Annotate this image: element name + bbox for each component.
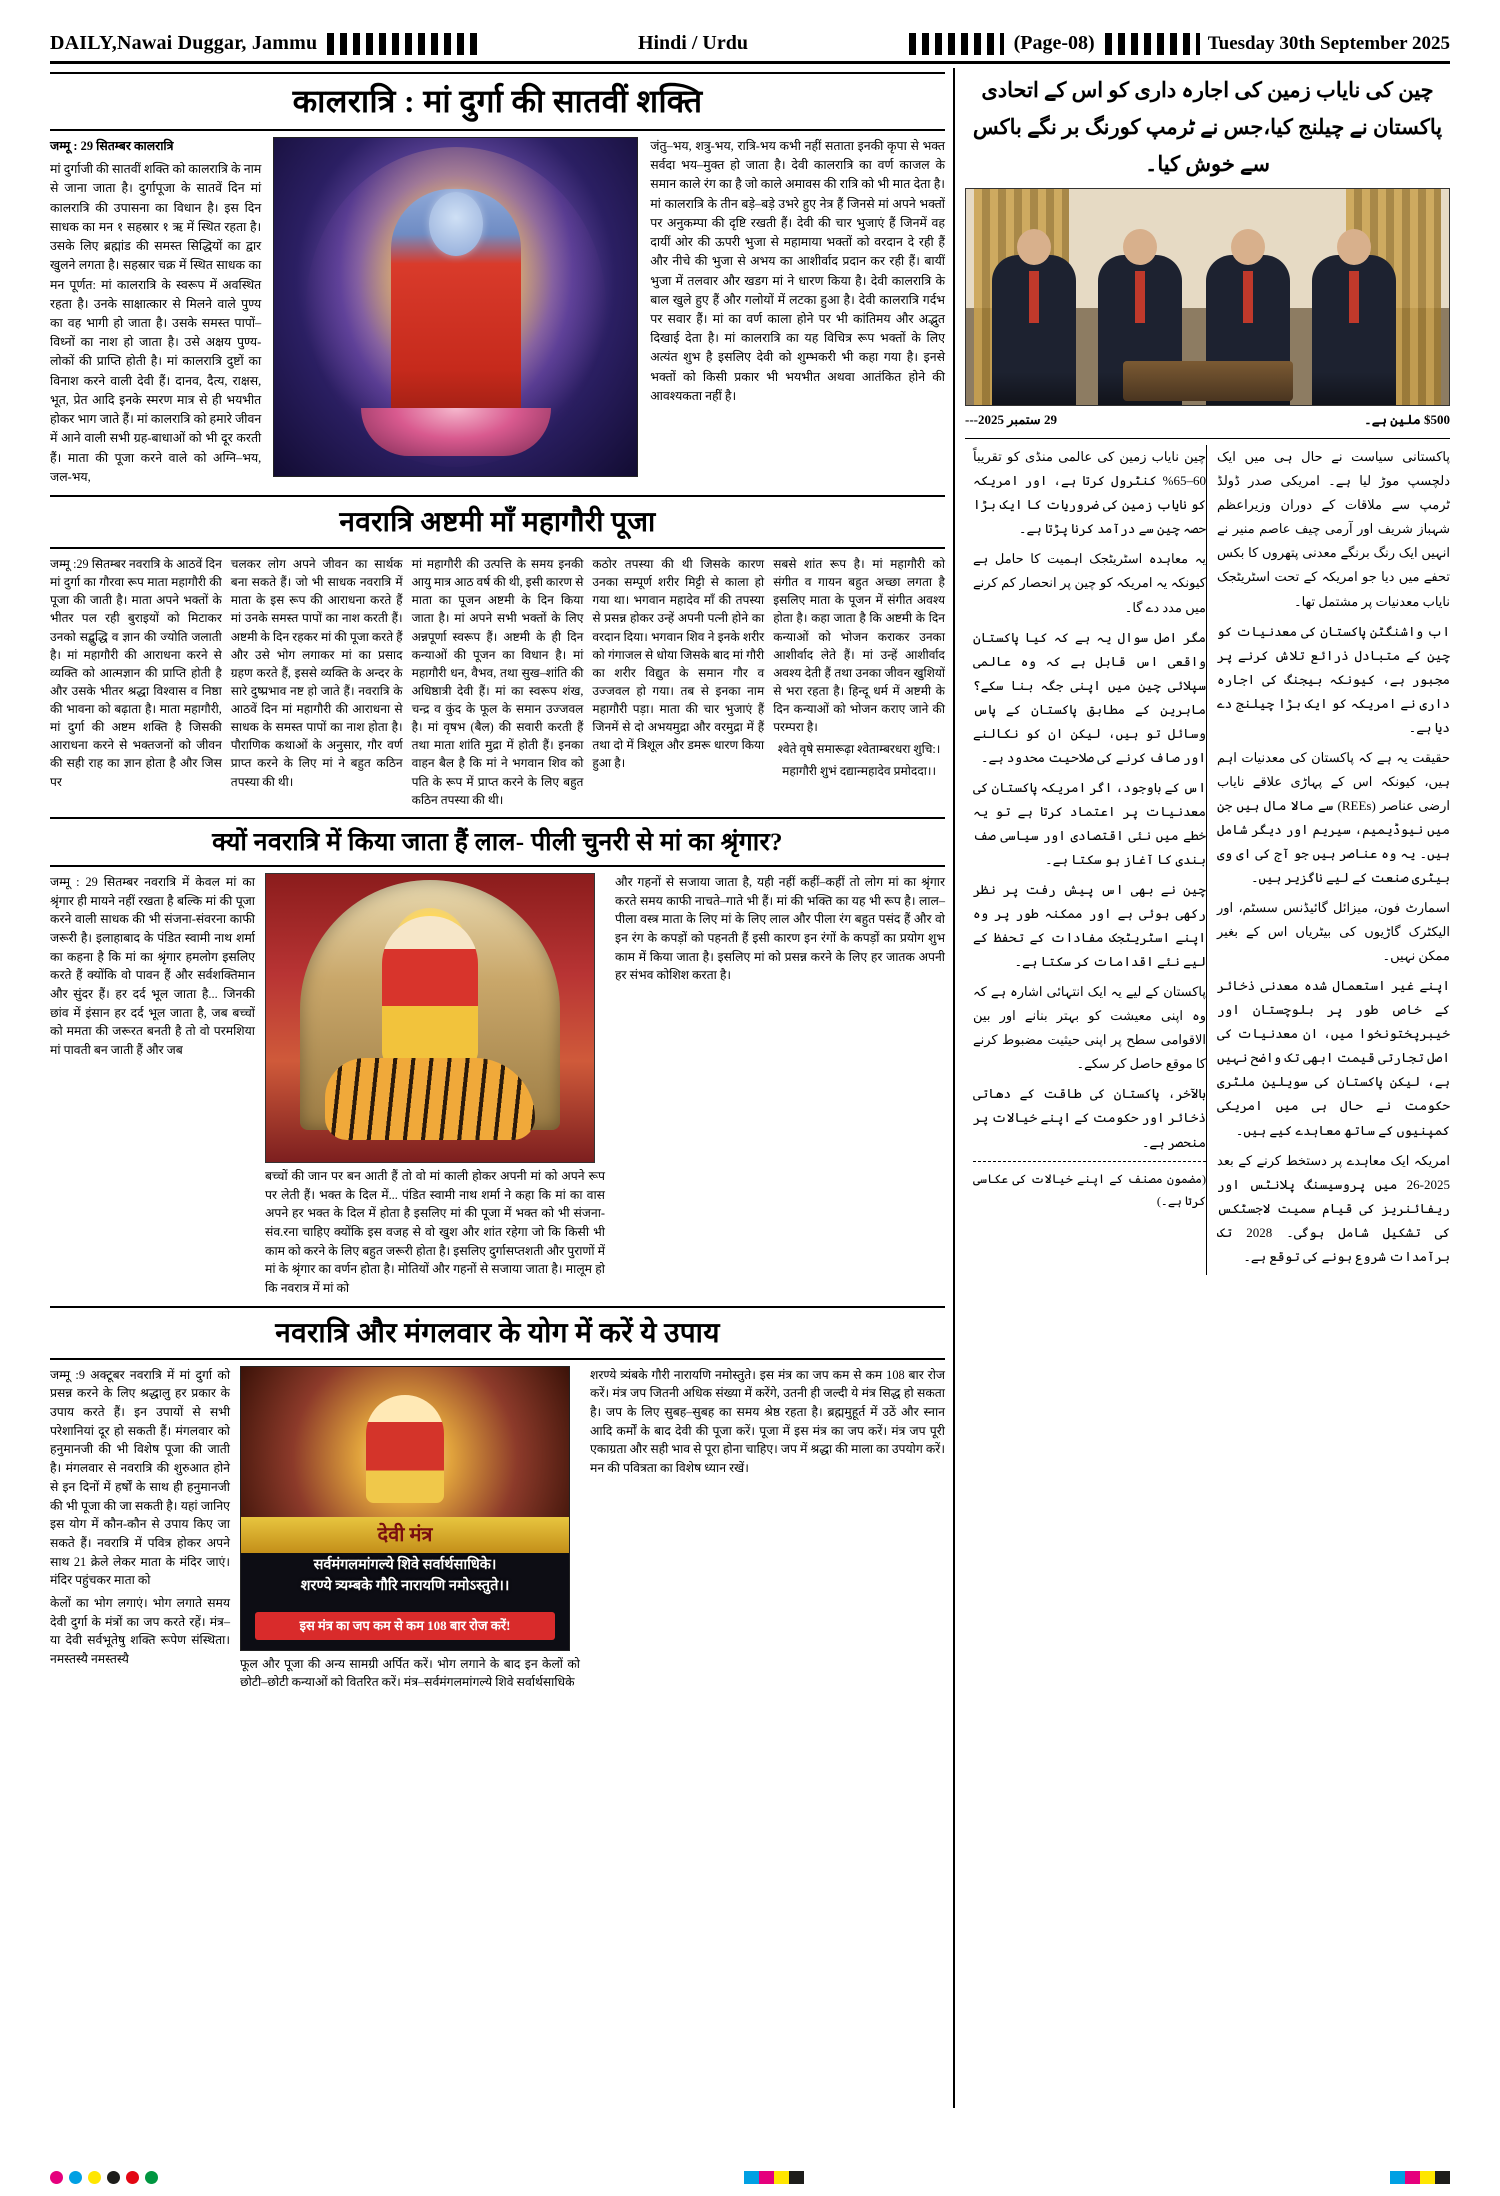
divider-1 [965, 438, 1450, 439]
durga-tiger-image [265, 873, 595, 1163]
article-chunari-col1 [50, 873, 255, 1302]
article-mahagauri-banner [50, 495, 945, 549]
color-dot-black [107, 2171, 120, 2184]
lotus-base [361, 408, 551, 456]
color-dot-red [126, 2171, 139, 2184]
footer-dots-left [50, 2171, 158, 2184]
article-mahagauri-headline: नवरात्रि अष्टमी माँ महागौरी पूजा [339, 506, 656, 538]
chunari-body1: जम्मू : 29 सितम्बर नवरात्रि में केवल मां का श्रृंगार ही मायने नहीं रखता है बल्कि मां की पूजा करने वाली साधक की भी संजना-संवरना काफी जरूरी है। इलाहाबाद के पंडित स्वामी नाथ शर्मा का कहना है कि मां का श्रृंगार हमलोग इसलिए करते हैं क्योंकि वो पावन हैं और सर्वशक्तिमान और सुंदर हैं। हर दर्द भूल जाता है... जिनकी छांव में इंसान हर दर्द भूल जाता है, जब बच्चों को ममता की जरूरत बनती है तो वो परमशिया मां पावती बन जाती हैं और जब [50, 874, 255, 1058]
color-square-magenta [759, 2171, 774, 2184]
mantra-line-2: शरण्ये त्र्यम्बके गौरि नारायणि नमोऽस्तुते।। [300, 1578, 510, 1595]
urdu-para-r4: اسمارٹ فون، میزائل گائیڈنس سسٹم، اور الیکٹرک گاڑیوں کی بیٹریاں اس کے بغیر ممکن نہیں۔ [1217, 900, 1450, 964]
urdu-column-left [965, 445, 1207, 1275]
mahagauri-body1: जम्मू :29 सितम्बर नवरात्रि के आठवें दिन मां दुर्गा का गौरवा रूप माता महागौरी की पूजा की जाती है। माता अपने भक्तों के भीतर पल रही बुराइयों को मिटाकर उनको सद्बुद्धि व ज्ञान की ज्योति जलाती है। मां महागौरी की आराधना करने से व्यक्ति को आत्मज्ञान की प्राप्ति होती है और उसके भीतर श्रद्धा विश्वास व निष्ठा की भावना को बढ़ाता है। माता महागौरी, मां दुर्गा की अष्टम शक्ति है जिसकी आराधना करने से भक्तजनों को जीवन की सही राह का ज्ञान होता है और जिस पर [50, 556, 222, 789]
page-number: (Page-08) [1013, 32, 1095, 54]
article-mahagauri-col1 [50, 555, 222, 813]
mahagauri-body4: कठोर तपस्या की थी जिसके कारण उनका सम्पूर्ण शरीर मिट्टी से काला हो गया था। भगवान महादेव माँ की तपस्या से प्रसन्न होकर उन्हें अपनी पत्नी होने का वरदान दिया। भगवान शिव ने इनके शरीर को गंगाजल से धोया जिसके बाद मां गौरी का शरीर विद्युत के समान गौर व उज्जवल हो गया। तब से इनका नाम महागौरी पड़ा। माता की चार भुजाएं हैं जिनमें से दो अभयमुद्रा और वरमुद्रा में हैं तथा दो में त्रिशूल और डमरू धारण किया हुआ है। [592, 556, 765, 771]
urdu-news-photo [965, 188, 1450, 406]
mahagauri-body5: सबसे शांत रूप है। मां महागौरी को संगीत व गायन बहुत अच्छा लगता है इसलिए माता के पूजन में संगीत अवश्य होता है। कहा जाता है कि अष्टमी के दिन कन्याओं को भोजन कराकर उनका आशीर्वाद लेते हैं। मां उन्हें आशीर्वाद अवश्य देती हैं तथा उनका जीवन खुशियों से भरा रहता है। हिन्दू धर्म में अष्टमी के दिन कन्याओं को भोजन कराए जाने की परम्परा है। [773, 556, 945, 735]
urdu-para-r3: حقیقت یہ ہے کہ پاکستان کی معدنیات اہم ہیں، کیونکہ اس کے پہاڑی علاقے نایاب ارضی عناصر (REEs) سے مالا مال ہیں جن میں نیوڈیمیم، سیریم اور دیگر شامل ہیں۔ یہ وہ عناصر ہیں جو آج کی ای وی بیٹری صنعت کے لیے ناگزیر ہیں۔ [1217, 749, 1450, 886]
urdu-para-l2: یہ معاہدہ اسٹریٹجک اہمیت کا حامل ہے کیونکہ یہ امریکہ کو چین پر انحصار کم کرنے میں مدد دے گا۔ [973, 551, 1206, 615]
mangalwar-body4: शरण्ये त्र्यंबके गौरी नारायणि नमोस्तुते। इस मंत्र का जप कम से कम 108 बार रोज करें। मंत्र जप जितनी अधिक संख्या में करेंगे, उतनी ही जल्दी ये मंत्र सिद्ध हो सकता है। जप के लिए सुबह–सुबह का समय श्रेष्ठ रहता है। ब्रह्ममुहूर्त में उठें और स्नान आदि कर्मों के बाद देवी की पूजा करें। पूजा में इस मंत्र का जप करें। मंत्र जप पूरी एकाग्रता और सही भाव से पूरा होना चाहिए। जप में श्रद्धा की माला का उपयोग करें। मन की पवित्रता का विशेष ध्यान रखें। [590, 1367, 945, 1476]
color-dot-cyan [69, 2171, 82, 2184]
hindi-section [50, 68, 955, 2108]
article-chunari-headline: क्यों नवरात्रि में किया जाता हैं लाल- पीली चुनरी से मां का श्रृंगार? [212, 828, 783, 856]
urdu-para-l4: اس کے باوجود، اگر امریکہ پاکستان کی معدنیات پر اعتماد کرتا ہے تو یہ خطے میں نئی اقتصادی اور سیاسی صف بندی کا آغاز ہو سکتا ہے۔ [973, 779, 1206, 867]
barcode-decoration-right2 [1105, 33, 1200, 55]
page-body [50, 68, 1450, 2108]
article-kalratri [50, 137, 945, 491]
article-kalratri-col1 [50, 137, 261, 491]
divider-dashed [973, 1161, 1206, 1162]
person-4 [1312, 255, 1396, 405]
barcode-decoration-left [327, 33, 477, 55]
article-chunari [50, 873, 945, 1302]
article-kalratri-headline: कालरात्रि : मां दुर्गा की सातवीं शक्ति [292, 83, 703, 119]
urdu-para-r5: اپنے غیر استعمال شدہ معدنی ذخائر کے خاص طور پر بلوچستان اور خیبرپختونخوا میں، ان معدنیات کی اصل تجارتی قیمت ابھی تک واضح نہیں ہے، لیکن پاکستان کی سویلین ملٹری حکومت نے حال ہی میں امریکی کمپنیوں کے ساتھ معاہدے کیے ہیں۔ [1217, 978, 1450, 1138]
article-mangalwar [50, 1366, 945, 1696]
person-2-tie [1135, 271, 1145, 323]
durga-idol [366, 1395, 444, 1503]
urdu-section [955, 68, 1450, 2108]
article-mangalwar-headline: नवरात्रि और मंगलवार के योग में करें ये उपाय [275, 1317, 720, 1349]
urdu-para-r1: پاکستانی سیاست نے حال ہی میں ایک دلچسپ موڑ لیا ہے۔ امریکی صدر ڈولڈ ٹرمپ سے ملاقات کے دوران وزیراعظم شہباز شریف اور آرمی چیف عاصم منیر نے انہیں ایک رنگ برنگے معدنی پتھروں کا بکس تحفے میں دیا جو امریکہ کے تحت اسٹریٹجک نایاب معدنیات پر مشتمل تھا۔ [1217, 449, 1450, 609]
mangalwar-body2: केलों का भोग लगाएं। भोग लगाते समय देवी दुर्गा के मंत्रों का जप करते रहें। मंत्र– या देवी सर्वभूतेषु शक्ति रूपेण संस्थिता। नमस्तस्यै नमस्तस्यै [50, 1595, 230, 1667]
person-3-head [1231, 229, 1265, 265]
urdu-para-r2: اب واشنگٹن پاکستان کی معدنیات کو چین کے متبادل ذرائع تلاش کرنے پر مجبور ہے، کیونکہ بیجنگ کی اجارہ داری نے امریکہ کو ایک بڑا چیلنج دے دیا ہے۔ [1217, 623, 1450, 735]
color-square-yellow [774, 2171, 789, 2184]
urdu-headline: چین کی نایاب زمین کی اجارہ داری کو اس کے اتحادی پاکستان نے چیلنج کیا،جس نے ٹرمپ کورنگ بر نگے باکس سے خوش کیا۔ [972, 78, 1443, 176]
mahagauri-body2: चलकर लोग अपने जीवन का सार्थक बना सकते हैं। जो भी साधक नवरात्रि में माता के इस रूप की आराधना करते हैं मां उनके समस्त पापों का नाश करती हैं। अष्टमी के दिन रहकर मां की पूजा करते हैं और उसे भोग लगाकर मां का प्रसाद ग्रहण करते हैं, इससे व्यक्ति के अन्दर के सारे दुष्प्रभाव नष्ट हो जाते हैं। नवरात्रि के आठवें दिन मां महागौरी की आराधना से साधक के समस्त पापों का नाश होता है। पौराणिक कथाओं के अनुसार, गौर वर्ण प्राप्त करने के लिए मां ने बहुत कठिन तपस्या की थी। [230, 556, 403, 789]
barcode-decoration-right [909, 33, 1004, 55]
urdu-amount-note: $500 ملین ہے۔ [1364, 412, 1450, 428]
article-mangalwar-image-col [240, 1366, 580, 1696]
article-chunari-image-col [265, 873, 605, 1302]
article-mahagauri [50, 555, 945, 813]
mantra-line-1: सर्वमंगलमांगल्ये शिवे सर्वार्थसाधिके। [313, 1556, 497, 1573]
article-mangalwar-col1 [50, 1366, 230, 1696]
person-1 [992, 255, 1076, 405]
mantra-footer-note: इस मंत्र का जप कम से कम 108 बार रोज करें! [255, 1612, 555, 1640]
publication-name: DAILY,Nawai Duggar, Jammu [50, 32, 318, 54]
urdu-para-r6: امریکہ ایک معاہدے پر دستخط کرنے کے بعد 2025-26 میں پروسیسنگ پلانٹس اور ریفائنریز کی قیام سمیت لاجسٹکس کی تشکیل شامل ہوگی۔ 2028 تک برآمدات شروع ہونے کی توقع ہے۔ [1217, 1152, 1451, 1264]
person-4-tie [1349, 271, 1359, 323]
devi-mantra-image [240, 1366, 570, 1651]
language-label: Hindi / Urdu [637, 32, 748, 54]
urdu-column-right [1217, 445, 1450, 1275]
article-chunari-col3 [615, 873, 945, 1302]
mantra-photo-top [241, 1367, 569, 1517]
article-mahagauri-col3 [412, 555, 584, 813]
color-square-black-2 [1435, 2171, 1450, 2184]
article-mahagauri-col5 [773, 555, 945, 813]
article-kalratri-body1: मां दुर्गाजी की सातवीं शक्ति को कालरात्रि के नाम से जाना जाता है। दुर्गापूजा के सातवें दिन मां कालरात्रि की उपासना का विधान है। इस दिन साधक का मन १ सहस्रार १ ऋ में स्थित रहता है। उसके लिए ब्रह्मांड की समस्त सिद्धियों का द्वार खुलने लगता है। सहस्रार चक्र में स्थित साधक का मन पूर्णत: मां कालरात्रि के स्वरूप में अवस्थित रहता है। उनके साक्षात्कार से मिलने वाले पुण्य का वह भागी हो जाता है। उसके समस्त पापों–विध्नों का नाश हो जाता है। उसे अक्षय पुण्य-लोकों की प्राप्ति होती है। मां कालरात्रि दुष्टों का विनाश करने वाली देवी हैं। दानव, दैत्य, राक्षस, भूत, प्रेत आदि इनके स्मरण मात्र से ही भयभीत होकर भाग जाते हैं। मां कालरात्रि को हमारे जीवन में आने वाली सभी ग्रह-बाधाओं को भी दूर करती हैं। माता की पूजा करने वाले को अग्नि–भय, जल-भय, [50, 162, 262, 484]
article-mangalwar-col3 [590, 1366, 945, 1696]
goddess-face [429, 192, 483, 256]
goddess-figure-2 [382, 916, 478, 1066]
urdu-para-l7: بالآخر، پاکستان کی طاقت کے دھاتی ذخائر اور حکومت کے اپنے خیالات پر منحصر ہے۔ [973, 1086, 1206, 1150]
person-1-head [1017, 229, 1051, 265]
urdu-meta-row [965, 410, 1450, 432]
tiger-mount [325, 1058, 535, 1140]
article-kalratri-banner [50, 72, 945, 131]
mangalwar-body3: फूल और पूजा की अन्य सामग्री अर्पित करें। भोग लगाने के बाद इन केलों को छोटी–छोटी कन्याओं को वितरित करें। मंत्र–सर्वमंगलमांगल्ये शिवे सर्वार्थसाधिके [240, 1656, 580, 1690]
chunari-body3: और गहनों से सजाया जाता है, यही नहीं कहीं–कहीं तो लोग मां का श्रृंगार करते समय काफी नाचते–गाते भी हैं। मां की भक्ति का यह भी रूप है। लाल–पीला वस्त्र माता के लिए मां के लिए लाल और पीला रंग बहुत पसंद हैं और वो इन रंग के कपड़ों को पहनती हैं इसी कारण इन रंगों के कपड़ों का प्रयोग शुभ काम में किया जाता है। इसलिए मां को प्रसन्न करने के लिए हर जातक अपनी हर संभव कोशिश करता है। [615, 874, 945, 983]
article-kalratri-image-col [273, 137, 638, 491]
color-square-black [789, 2171, 804, 2184]
mangalwar-body1: जम्मू :9 अक्टूबर नवरात्रि में मां दुर्गा को प्रसन्न करने के लिए श्रद्धालु हर प्रकार के उपाय करते हैं। इन उपायों से सभी परेशानियां दूर हो सकती हैं। मंगलवार को हनुमानजी की भी विशेष पूजा की जाती है। मंगलवार से नवरात्रि की शुरुआत होने से इन दिनों में हर्षों के साथ ही हनुमानजी की भी पूजा की जा सकती है। यहां जानिए इस योग में कौन-कौन से उपाय किए जा सकते हैं। नवरात्रि में पवित्र होकर अपने साथ 21 क्रेले लेकर माता के मंदिर जाएं। मंदिर पहुंचकर माता को [50, 1367, 230, 1588]
article-kalratri-col3 [650, 137, 945, 491]
color-square-magenta-2 [1405, 2171, 1420, 2184]
person-2-head [1123, 229, 1157, 265]
urdu-para-l5: چین نے بھی اس پیش رفت پر نظر رکھی ہوئی ہے اور ممکنہ طور پر وہ اپنے اسٹریٹجک مفادات کے تحفظ کے لیے نئے اقدامات کر سکتا ہے۔ [973, 882, 1206, 970]
newspaper-page [50, 28, 1450, 2168]
person-3-tie [1243, 271, 1253, 323]
gift-table [1123, 361, 1293, 401]
article-mahagauri-col2 [231, 555, 403, 813]
color-square-cyan [744, 2171, 759, 2184]
chunari-body2: बच्चों की जान पर बन आती हैं तो वो मां काली होकर अपनी मां को अपने रूप पर लेती हैं। भक्त के दिल में... पंडित स्वामी नाथ शर्मा ने कहा कि मां का वास अपने हर भक्त के दिल में होता है इसलिए मां की पूजा में भक्त को भी संजना-संव.रना चाहिए क्योंकि इस वजह से वो खुश और शांत रहेगा जो कि किसी भी काम को करने के लिए बहुत जरूरी होता है। इसलिए दुर्गासप्तशती और पुराणों में मां के श्रृंगार का वर्णन होता है। मोतियों और गहनों से सजाया जाता है। मालूम हो कि नवरात्र में मां को [265, 1168, 605, 1296]
footer-color-bar [50, 2170, 1450, 2184]
article-kalratri-dateline: जम्मू : 29 सितम्बर कालरात्रि [50, 139, 174, 153]
color-square-cyan-2 [1390, 2171, 1405, 2184]
urdu-para-l6: پاکستان کے لیے یہ ایک انتہائی اشارہ ہے کہ وہ اپنی معیشت کو بہتر بنانے اور بین الاقوامی سطح پر اپنی حیثیت مضبوط کرنے کا موقع حاصل کر سکے۔ [973, 984, 1206, 1072]
urdu-para-l3: مگر اصل سوال یہ ہے کہ کیا پاکستان واقعی اس قابل ہے کہ وہ عالمی سپلائی چین میں اپنی جگہ بنا سکے؟ ماہرین کے مطابق پاکستان کے پاس وسائل تو ہیں، لیکن ان کو نکالنے اور صاف کرنے کی صلاحیت محدود ہے۔ [973, 629, 1206, 765]
urdu-body [965, 445, 1450, 1275]
issue-date: Tuesday 30th September 2025 [1207, 32, 1450, 54]
color-dot-yellow [88, 2171, 101, 2184]
person-1-tie [1029, 271, 1039, 323]
urdu-para-l1: چین نایاب زمین کی عالمی منڈی کو تقریباً 60–65% کنٹرول کرتا ہے، اور امریکہ کو نایاب زمین کی ضروریات کا ایک بڑا حصہ چین سے درآمد کرنا پڑتا ہے۔ [973, 449, 1206, 537]
mahagauri-body3: मां महागौरी की उत्पत्ति के समय इनकी आयु मात्र आठ वर्ष की थी, इसी कारण से माता का पूजन अष्टमी के दिन किया जाता है। मां अपने सभी भक्तों के लिए अन्नपूर्णा स्वरूप हैं। अष्टमी के ही दिन कन्याओं की पूजन का विधान है। मां महागौरी धन, वैभव, तथा सुख–शांति की अधिष्ठात्री देवी हैं। मां का स्वरूप शंख, चन्द्र व कुंद के फूल के समान उज्जवल है। मां वृषभ (बैल) की सवारी करती हैं तथा माता शांति मुद्रा में होती हैं। इनका वाहन बैल है कि मां ने भगवान शिव को पति के रूप में प्राप्त करने के लिए बहुत कठिन तपस्या की थी। [411, 556, 584, 807]
urdu-dateline: 29 ستمبر 2025--- [965, 412, 1057, 428]
masthead [50, 28, 1450, 64]
mantra-text [241, 1555, 569, 1599]
color-dot-magenta [50, 2171, 63, 2184]
footer-squares-right [1390, 2171, 1450, 2184]
article-mangalwar-banner [50, 1306, 945, 1360]
article-mahagauri-col4 [592, 555, 764, 813]
footer-squares-center [744, 2171, 804, 2184]
urdu-disclaimer: (مضمون مصنف کے اپنے خیالات کی عکاسی کرتا ہے۔) [973, 1171, 1206, 1208]
mahagauri-mantra-line2: महागौरी शुभं दद्यान्महादेव प्रमोददा।। [782, 764, 937, 779]
person-4-head [1337, 229, 1371, 265]
article-chunari-banner [50, 817, 945, 867]
color-square-yellow-2 [1420, 2171, 1435, 2184]
mahagauri-mantra-line1: श्वेते वृषे समारूढ़ा श्वेताम्बरधरा शुचि:। [777, 742, 941, 757]
kalratri-goddess-image [273, 137, 638, 477]
mantra-title-band [241, 1517, 569, 1553]
mantra-title: देवी मंत्र [377, 1523, 433, 1546]
article-kalratri-body2: जंतु–भय, शत्रु-भय, रात्रि-भय कभी नहीं सताता इनकी कृपा से भक्त सर्वदा भय–मुक्त हो जाता है। देवी कालरात्रि का वर्ण काजल के समान काले रंग का है जो काले अमावस की रात्रि को भी मात देता है। मां कालरात्रि के तीन बड़े–बड़े उभरे हुए नेत्र हैं जिनसे मां अपने भक्तों पर अनुकम्पा की दृष्टि रखती हैं। देवी की चार भुजाएं हैं जिनमें वह दायीं ओर की ऊपरी भुजा से महामाया भक्तों को वरदान दे रही हैं और नीचे की भुजा से अभय का आशीर्वाद प्रदान कर रही हैं। बायीं भुजा में तलवार और खडग मां ने धारण किया है। देवी कालरात्रि के बाल खुले हुए हैं और गलोयों में लटका हुआ है। देवी कालरात्रि गर्दभ पर सवार हैं। मां का वर्ण काला होने पर भी कांतिमय और अद्भुत दिखाई देता है। मां कालरात्रि का यह विचित्र रूप भक्तों के लिए अत्यंत शुभ है इसलिए देवी को शुम्भकरी भी कहा गया है। इनसे भक्तों को किसी प्रकार भी भयभीत अथवा आतंकित होने की आवश्यकता नहीं है। [650, 139, 945, 403]
color-dot-green [145, 2171, 158, 2184]
